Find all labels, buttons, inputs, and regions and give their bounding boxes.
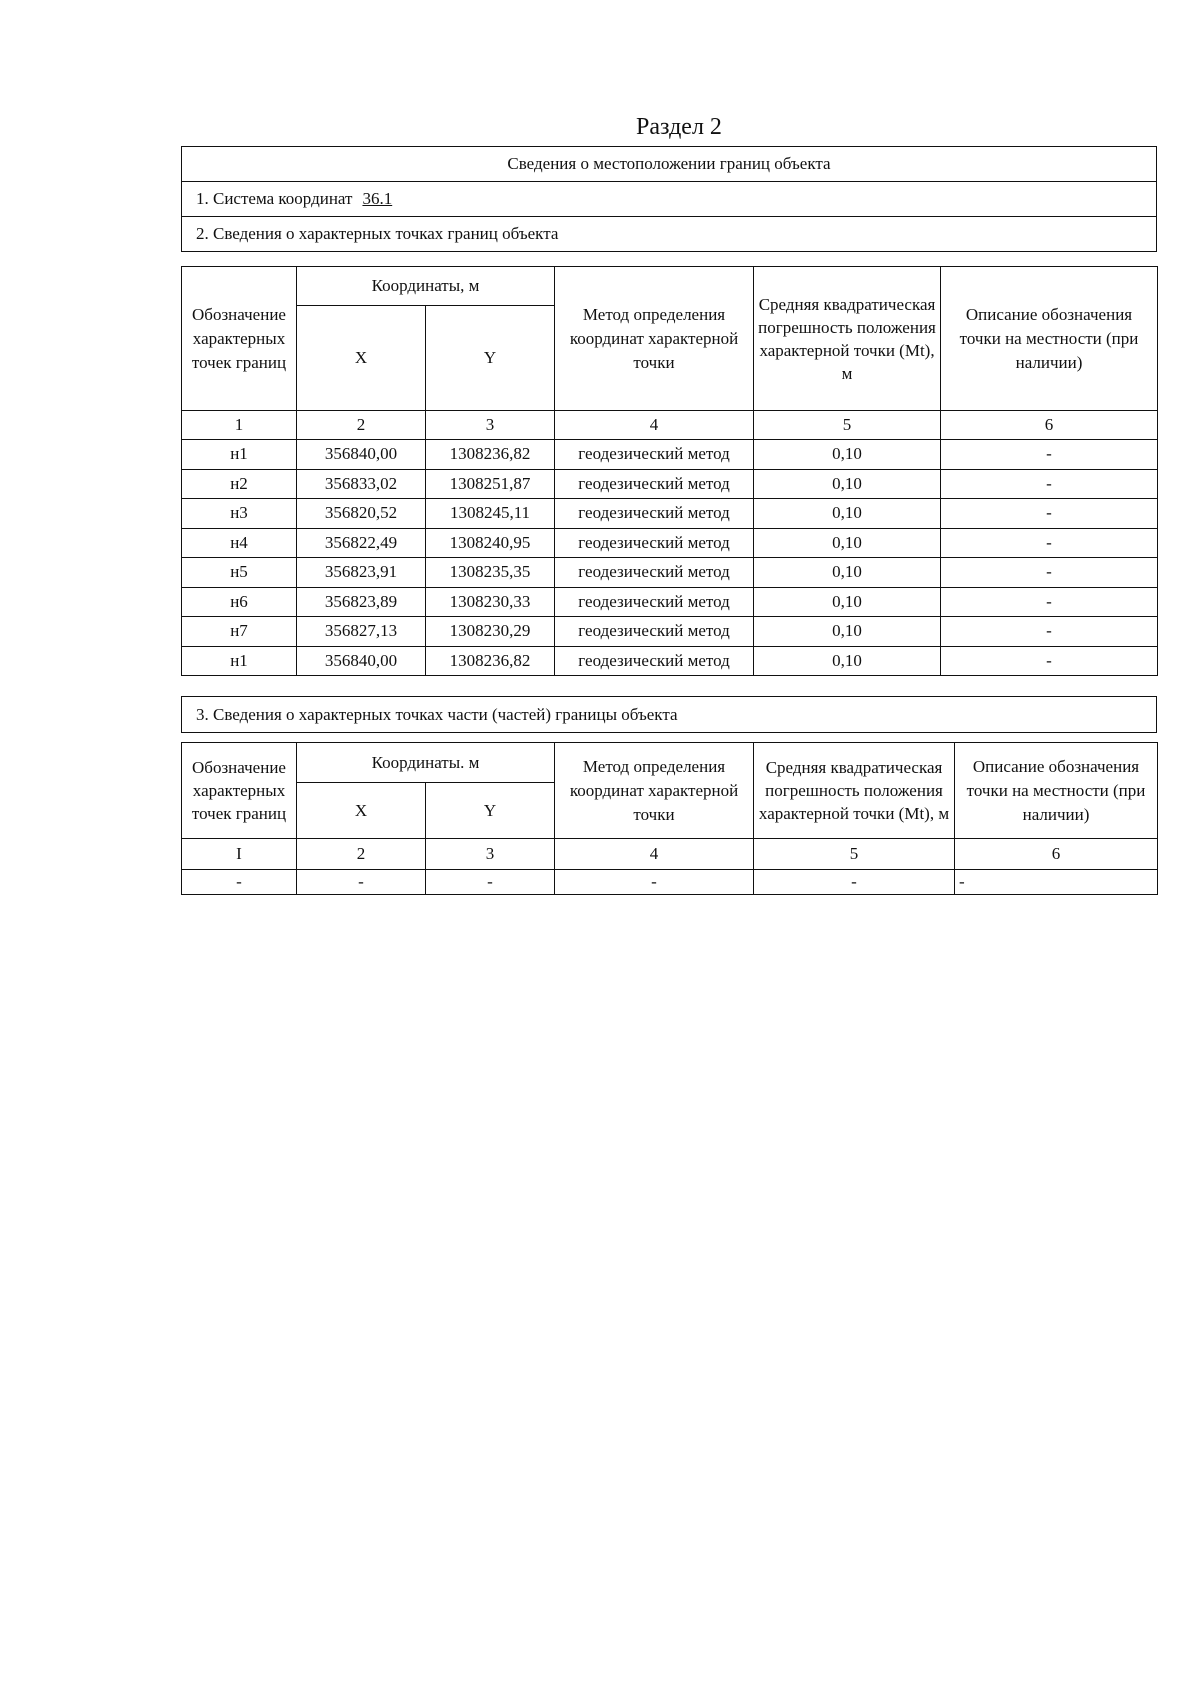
col-number: 5: [754, 839, 955, 870]
point-y: 1308230,33: [426, 587, 555, 617]
part-points-table: [181, 742, 1158, 895]
col-number: 6: [941, 411, 1158, 440]
col-number: 5: [754, 411, 941, 440]
point-description: -: [941, 587, 1158, 617]
table-row: [182, 558, 1158, 588]
point-error: 0,10: [754, 558, 941, 588]
point-method: геодезический метод: [555, 617, 754, 647]
point-designation: н1: [182, 440, 297, 470]
point-method: геодезический метод: [555, 587, 754, 617]
point-description: -: [941, 558, 1158, 588]
point-error: 0,10: [754, 528, 941, 558]
page-title: Раздел 2: [636, 114, 722, 140]
point-method: геодезический метод: [555, 499, 754, 529]
boundary-points-table: [181, 266, 1158, 676]
point-y: 1308245,11: [426, 499, 555, 529]
table-row: [182, 870, 1158, 895]
point-x: 356840,00: [297, 440, 426, 470]
point-designation: н2: [182, 469, 297, 499]
object-boundaries-header: [181, 146, 1157, 252]
point-error: 0,10: [754, 499, 941, 529]
point-error: 0,10: [754, 587, 941, 617]
col-error-header: Средняя квадратическая погрешность положения характерной точки (Mt), м: [754, 267, 941, 411]
table-row: [182, 499, 1158, 529]
col-x-header: X: [297, 306, 426, 411]
point-description: -: [941, 499, 1158, 529]
col-error-header: Средняя квадратическая погрешность положения характерной точки (Mt), м: [754, 743, 955, 839]
col-x-header: X: [297, 783, 426, 839]
col-number: 6: [955, 839, 1158, 870]
table-row: [182, 469, 1158, 499]
col-description-header: Описание обозначения точки на местности (при наличии): [941, 267, 1158, 411]
point-x: 356833,02: [297, 469, 426, 499]
table-row: [182, 528, 1158, 558]
point-description: -: [941, 469, 1158, 499]
point-designation: н7: [182, 617, 297, 647]
table-row: [182, 617, 1158, 647]
point-description: -: [941, 646, 1158, 676]
coordinate-system-label: 1. Система координат: [196, 189, 353, 208]
coordinate-system-row: [182, 182, 1157, 217]
col-number: 3: [426, 411, 555, 440]
col-coords-header: Координаты, м: [297, 267, 555, 306]
point-y: 1308235,35: [426, 558, 555, 588]
table-row: [182, 440, 1158, 470]
point-x: 356820,52: [297, 499, 426, 529]
point-y: 1308251,87: [426, 469, 555, 499]
point-description: -: [955, 870, 1158, 895]
col-y-header: Y: [426, 306, 555, 411]
point-method: геодезический метод: [555, 528, 754, 558]
point-x: 356823,91: [297, 558, 426, 588]
point-error: 0,10: [754, 646, 941, 676]
col-designation-header: Обозначение характерных точек границ: [182, 743, 297, 839]
coordinate-system-value: 36.1: [362, 189, 393, 208]
col-description-header: Описание обозначения точки на местности (при наличии): [955, 743, 1158, 839]
col-number: 1: [182, 411, 297, 440]
point-error: -: [754, 870, 955, 895]
point-method: геодезический метод: [555, 558, 754, 588]
point-y: 1308240,95: [426, 528, 555, 558]
point-error: 0,10: [754, 469, 941, 499]
point-y: 1308236,82: [426, 440, 555, 470]
col-method-header: Метод определения координат характерной точки: [555, 267, 754, 411]
point-x: 356840,00: [297, 646, 426, 676]
point-method: геодезический метод: [555, 469, 754, 499]
point-error: 0,10: [754, 617, 941, 647]
col-designation-header: Обозначение характерных точек границ: [182, 267, 297, 411]
point-y: 1308230,29: [426, 617, 555, 647]
point-error: 0,10: [754, 440, 941, 470]
point-x: 356823,89: [297, 587, 426, 617]
point-description: -: [941, 617, 1158, 647]
part-section-header: [181, 696, 1157, 733]
col-number: 4: [555, 839, 754, 870]
col-number: 3: [426, 839, 555, 870]
point-x: -: [297, 870, 426, 895]
point-designation: н6: [182, 587, 297, 617]
point-designation: -: [182, 870, 297, 895]
point-y: 1308236,82: [426, 646, 555, 676]
col-number: 2: [297, 839, 426, 870]
part-section-title: 3. Сведения о характерных точках части (частей) границы объекта: [182, 697, 1157, 733]
table-row: [182, 587, 1158, 617]
point-method: геодезический метод: [555, 440, 754, 470]
col-number: 4: [555, 411, 754, 440]
boundaries-title: Сведения о местоположении границ объекта: [182, 147, 1157, 182]
col-number: I: [182, 839, 297, 870]
column-numbers-row: [182, 839, 1158, 870]
col-y-header: Y: [426, 783, 555, 839]
col-number: 2: [297, 411, 426, 440]
point-designation: н5: [182, 558, 297, 588]
col-method-header: Метод определения координат характерной точки: [555, 743, 754, 839]
point-x: 356822,49: [297, 528, 426, 558]
point-description: -: [941, 440, 1158, 470]
points-section-title: 2. Сведения о характерных точках границ объекта: [182, 217, 1157, 252]
column-numbers-row: [182, 411, 1158, 440]
table-row: [182, 646, 1158, 676]
point-x: 356827,13: [297, 617, 426, 647]
point-designation: н1: [182, 646, 297, 676]
point-y: -: [426, 870, 555, 895]
point-designation: н4: [182, 528, 297, 558]
point-method: -: [555, 870, 754, 895]
point-designation: н3: [182, 499, 297, 529]
point-method: геодезический метод: [555, 646, 754, 676]
point-description: -: [941, 528, 1158, 558]
col-coords-header: Координаты. м: [297, 743, 555, 783]
